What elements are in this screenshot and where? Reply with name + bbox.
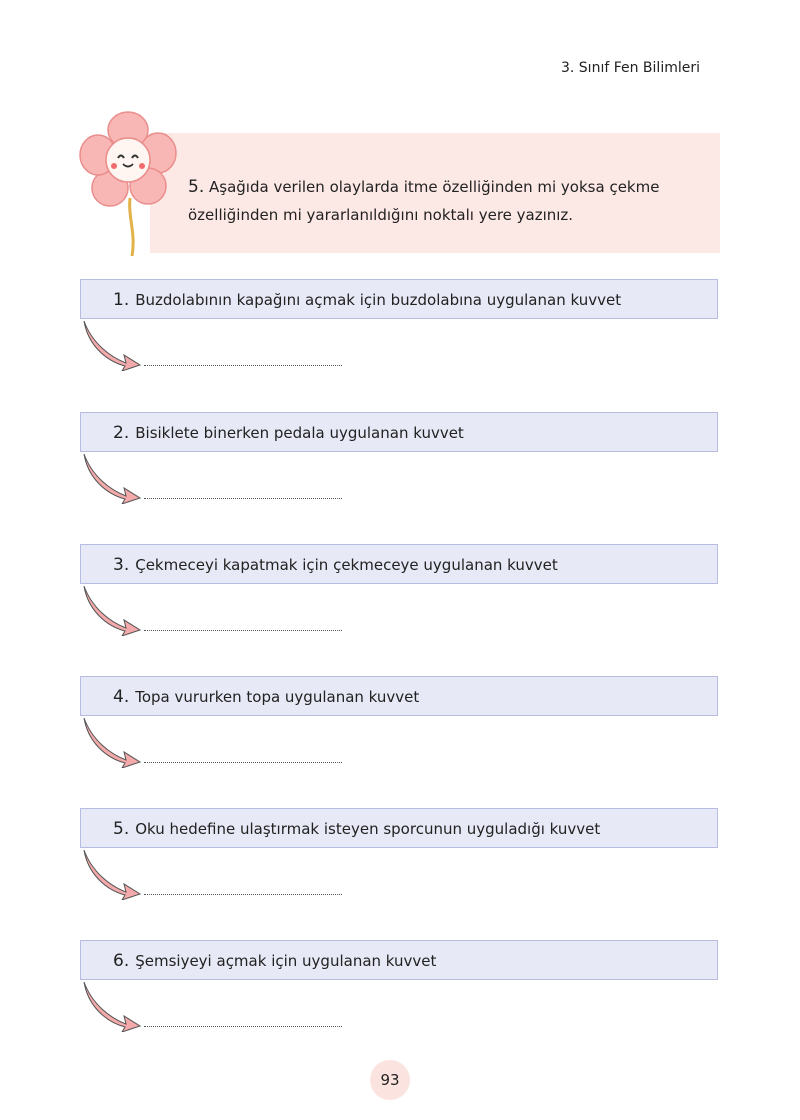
question-text <box>113 951 436 971</box>
question-text <box>113 423 464 443</box>
question-number: 5. <box>113 819 130 839</box>
instruction-body: Aşağıda verilen olaylarda itme özelliğinden mi yoksa çekme özelliğinden mi yararlanıldığını noktalı yere yazınız. <box>188 178 660 224</box>
question-box <box>80 676 718 716</box>
question-item <box>80 279 720 411</box>
question-number: 1. <box>113 290 130 310</box>
question-text <box>113 555 558 575</box>
question-box <box>80 412 718 452</box>
question-label: Oku hedefine ulaştırmak isteyen sporcunun uyguladığı kuvvet <box>135 820 601 838</box>
question-item <box>80 544 720 676</box>
instruction-number: 5. <box>188 177 205 197</box>
answer-field[interactable] <box>144 498 342 499</box>
curved-arrow-icon <box>82 452 142 508</box>
question-label: Bisiklete binerken pedala uygulanan kuvvet <box>135 424 464 442</box>
page-header: 3. Sınıf Fen Bilimleri <box>560 60 700 76</box>
answer-field[interactable] <box>144 894 342 895</box>
question-box <box>80 279 718 319</box>
question-item <box>80 412 720 544</box>
curved-arrow-icon <box>82 584 142 640</box>
instruction-text <box>188 173 708 229</box>
question-label: Buzdolabının kapağını açmak için buzdolabına uygulanan kuvvet <box>135 291 622 309</box>
question-number: 2. <box>113 423 130 443</box>
question-item <box>80 940 720 1072</box>
question-item <box>80 676 720 808</box>
question-item <box>80 808 720 940</box>
page-number: 93 <box>370 1060 410 1100</box>
question-box <box>80 940 718 980</box>
question-text <box>113 290 621 310</box>
curved-arrow-icon <box>82 319 142 375</box>
smiling-flower-icon <box>78 108 178 262</box>
question-label: Çekmeceyi kapatmak için çekmeceye uygulanan kuvvet <box>135 556 558 574</box>
question-text <box>113 819 600 839</box>
answer-field[interactable] <box>144 630 342 631</box>
answer-field[interactable] <box>144 762 342 763</box>
question-box <box>80 544 718 584</box>
answer-field[interactable] <box>144 365 342 366</box>
question-number: 3. <box>113 555 130 575</box>
question-text <box>113 687 419 707</box>
question-number: 6. <box>113 951 130 971</box>
question-label: Topa vururken topa uygulanan kuvvet <box>135 688 420 706</box>
curved-arrow-icon <box>82 716 142 772</box>
answer-field[interactable] <box>144 1026 342 1027</box>
question-label: Şemsiyeyi açmak için uygulanan kuvvet <box>135 952 437 970</box>
curved-arrow-icon <box>82 848 142 904</box>
question-box <box>80 808 718 848</box>
instruction-box <box>150 133 720 253</box>
question-number: 4. <box>113 687 130 707</box>
curved-arrow-icon <box>82 980 142 1036</box>
